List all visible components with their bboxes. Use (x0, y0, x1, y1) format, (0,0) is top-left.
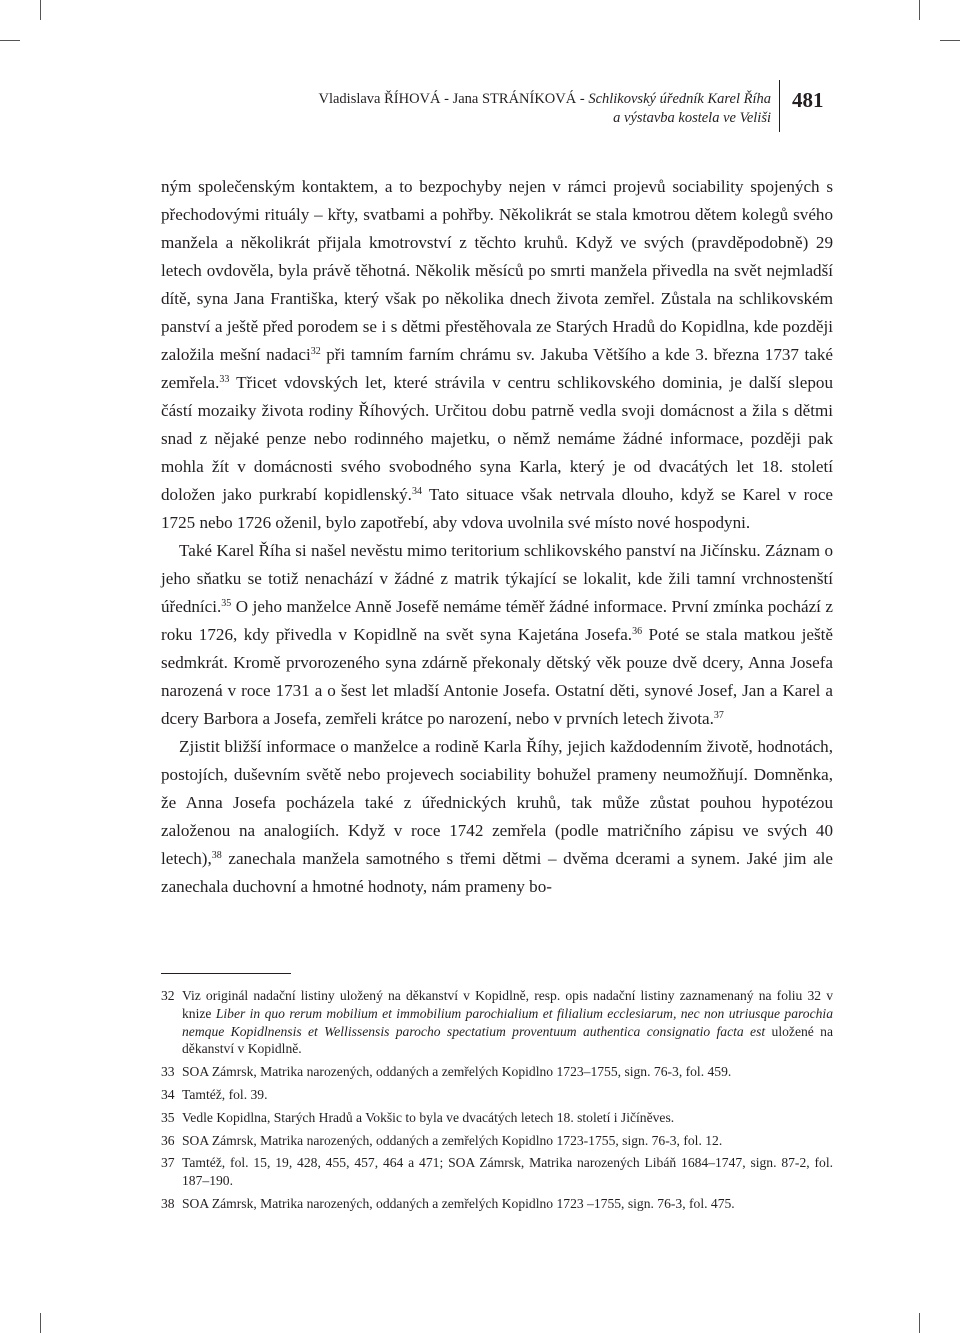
footnote-text (182, 987, 833, 1058)
paragraph-1-text-c: Třicet vdovských let, které strávila v centru schlikovského dominia, je další slepou částí mozaiky života rodiny Říhových. Určitou dobu patrně vedla svoji domácnost a žila s dětmi snad z nějaké penze nebo rodinného majetku, o němž nemáme žádné informace, později pak mohla žít v domácnosti svého svobodného syna Karla, který je od dvacátých let 18. století doložen jako purkrabí kopidlenský. (161, 373, 833, 504)
crop-mark-top-right-v (919, 0, 920, 20)
footnote-32-text-b: uložené na děkanství v Kopidlně. (182, 1023, 833, 1057)
paragraph-1 (161, 173, 833, 537)
footnote-text: SOA Zámrsk, Matrika narozených, oddaných a zemřelých Kopidlno 1723-1755, sign. 76-3, fol. 12. (182, 1132, 723, 1148)
footnote-32-text-a: Viz originál nadační listiny uložený na děkanství v Kopidlně, resp. opis nadační listiny zaznamenaný na foliu 32 v knize (182, 988, 833, 1021)
footnote-number: 35 (161, 1109, 175, 1125)
footnote-number: 32 (161, 988, 175, 1003)
crop-mark-bottom-left-v (40, 1313, 41, 1333)
paragraph-1-text-a: ným společenským kontaktem, a to bezpochyby nejen v rámci projevů sociability spojených s přechodovými rituály – křty, svatbami a pohřby. Několikrát se stala kmotrou dětem kolegů svého manžela a několikrát přijala kmotrovství z těchto kruhů. Když ve svých (pravděpodobně) 29 letech ovdověla, byla právě těhotná. Několik měsíců po smrti manžela přivedla na svět nejmladší dítě, syna Jana Františka, který však po několika dnech života zemřel. Zůstala na schlikovském panství a ještě před porodem se i s dětmi přestěhovala ze Starých Hradů do Kopidlna, kde později založila mešní nadaci (161, 177, 833, 364)
crop-mark-top-right (940, 40, 960, 41)
footnote-text: Tamtéž, fol. 39. (182, 1086, 268, 1102)
footnote-32 (161, 987, 833, 1058)
crop-mark-bottom-right-v (919, 1313, 920, 1333)
footnote-number: 38 (161, 1195, 175, 1211)
footnote-text: Tamtéž, fol. 15, 19, 428, 455, 457, 464 a 471; SOA Zámrsk, Matrika narozených Libáň 1684–1747, sign. 87-2, fol. 187–190. (182, 1155, 833, 1189)
crop-mark-top-left (0, 40, 20, 41)
paragraph-2-text-b: O jeho manželce Anně Josefě nemáme téměř žádné informace. První zmínka pochází z roku 1726, kdy přivedla v Kopidlně na svět syna Kajetána Josefa. (161, 597, 833, 644)
footnote-36 (161, 1132, 833, 1150)
footnote-ref-36[interactable]: 36 (632, 626, 643, 637)
footnote-ref-33[interactable]: 33 (219, 374, 230, 385)
footnote-ref-34[interactable]: 34 (411, 486, 422, 497)
paragraph-1-text-d: Tato situace však netrvala dlouho, když se Karel v roce 1725 nebo 1726 oženil, bylo zapotřebí, aby vdova uvolnila své místo nové hospodyni. (161, 485, 834, 532)
running-header (211, 90, 771, 128)
header-authors: Vladislava ŘÍHOVÁ - Jana STRÁNÍKOVÁ - (318, 91, 589, 107)
footnote-ref-38[interactable]: 38 (211, 850, 222, 861)
paragraph-3 (161, 733, 833, 901)
footnote-32-latin-title: Liber in quo rerum mobilium et immobilium parochialium et filialium ecclesiarum, nec non utriusque parochia nemque Kopidlnensis et Wellissensis parocho spectatium proventuum authentica consignatio facta est (182, 1005, 834, 1039)
paragraph-2-text-a: Také Karel Říha si našel nevěstu mimo teritorium schlikovského panství na Jičínsku. Záznam o jeho sňatku se totiž nenachází v žádné z matrik týkající se lokalit, kde žili tamní vrchnostenští úředníci. (161, 541, 833, 616)
body-text (161, 173, 833, 901)
header-line-1 (211, 90, 771, 109)
footnote-number: 36 (161, 1132, 175, 1148)
paragraph-2-text-c: Poté se stala matkou ještě sedmkrát. Kromě prvorozeného syna zdárně překonaly dětský věk pouze dvě dcery, Anna Josefa narozená v roce 1731 a o šest let mladší Antonie Josefa. Ostatní děti, synové Josef, Jan a Karel a dcery Barbora a Josefa, zemřeli krátce po narození, nebo v prvních letech života. (161, 625, 833, 728)
paragraph-3-text-b: zanechala manžela samotného s třemi dětmi – dvěma dcerami a synem. Jaké jim ale zanechala duchovní a hmotné hodnoty, nám prameny bo- (161, 849, 833, 896)
footnote-text: SOA Zámrsk, Matrika narozených, oddaných a zemřelých Kopidlno 1723–1755, sign. 76-3, fol. 459. (182, 1064, 732, 1080)
footnote-38 (161, 1195, 833, 1213)
footnote-separator (161, 973, 291, 974)
footnote-number: 37 (161, 1155, 175, 1171)
footnote-number: 34 (161, 1086, 175, 1102)
footnote-text: Vedle Kopidlna, Starých Hradů a Vokšic to byla ve dvacátých letech 18. století i Jičíněves. (182, 1109, 675, 1125)
page-number: 481 (792, 88, 824, 112)
paragraph-1-text-b: při tamním farním chrámu sv. Jakuba Většího a kde 3. března 1737 také zemřela. (161, 345, 834, 392)
footnote-text: SOA Zámrsk, Matrika narozených, oddaných a zemřelých Kopidlno 1723 –1755, sign. 76-3, fol. 475. (182, 1195, 735, 1211)
footnote-number: 33 (161, 1064, 175, 1080)
footnote-ref-32[interactable]: 32 (310, 346, 321, 357)
footnote-ref-35[interactable]: 35 (221, 598, 232, 609)
footnote-34 (161, 1086, 833, 1104)
header-divider (779, 80, 780, 132)
footnote-33 (161, 1063, 833, 1081)
paragraph-2 (161, 537, 833, 733)
footnote-ref-37[interactable]: 37 (713, 710, 724, 721)
footnotes (161, 987, 833, 1218)
crop-mark-top-left-v (40, 0, 41, 20)
footnote-35 (161, 1109, 833, 1127)
header-title-line-2: a výstavba kostela ve Veliši (613, 110, 771, 126)
header-title-line-1: Schlikovský úředník Karel Říha (588, 91, 771, 107)
paragraph-3-text-a: Zjistit bližší informace o manželce a rodině Karla Říhy, jejich každodenním životě, hodnotách, postojích, duševním světě nebo projevech sociability bohužel prameny neumožňují. Domněnka, že Anna Josefa pocházela také z úřednických kruhů, tak může zůstat pouhou hypotézou založenou na analogiích. Když v roce 1742 zemřela (podle matričního zápisu ve svých 40 letech), (161, 737, 833, 868)
footnote-37 (161, 1154, 833, 1190)
